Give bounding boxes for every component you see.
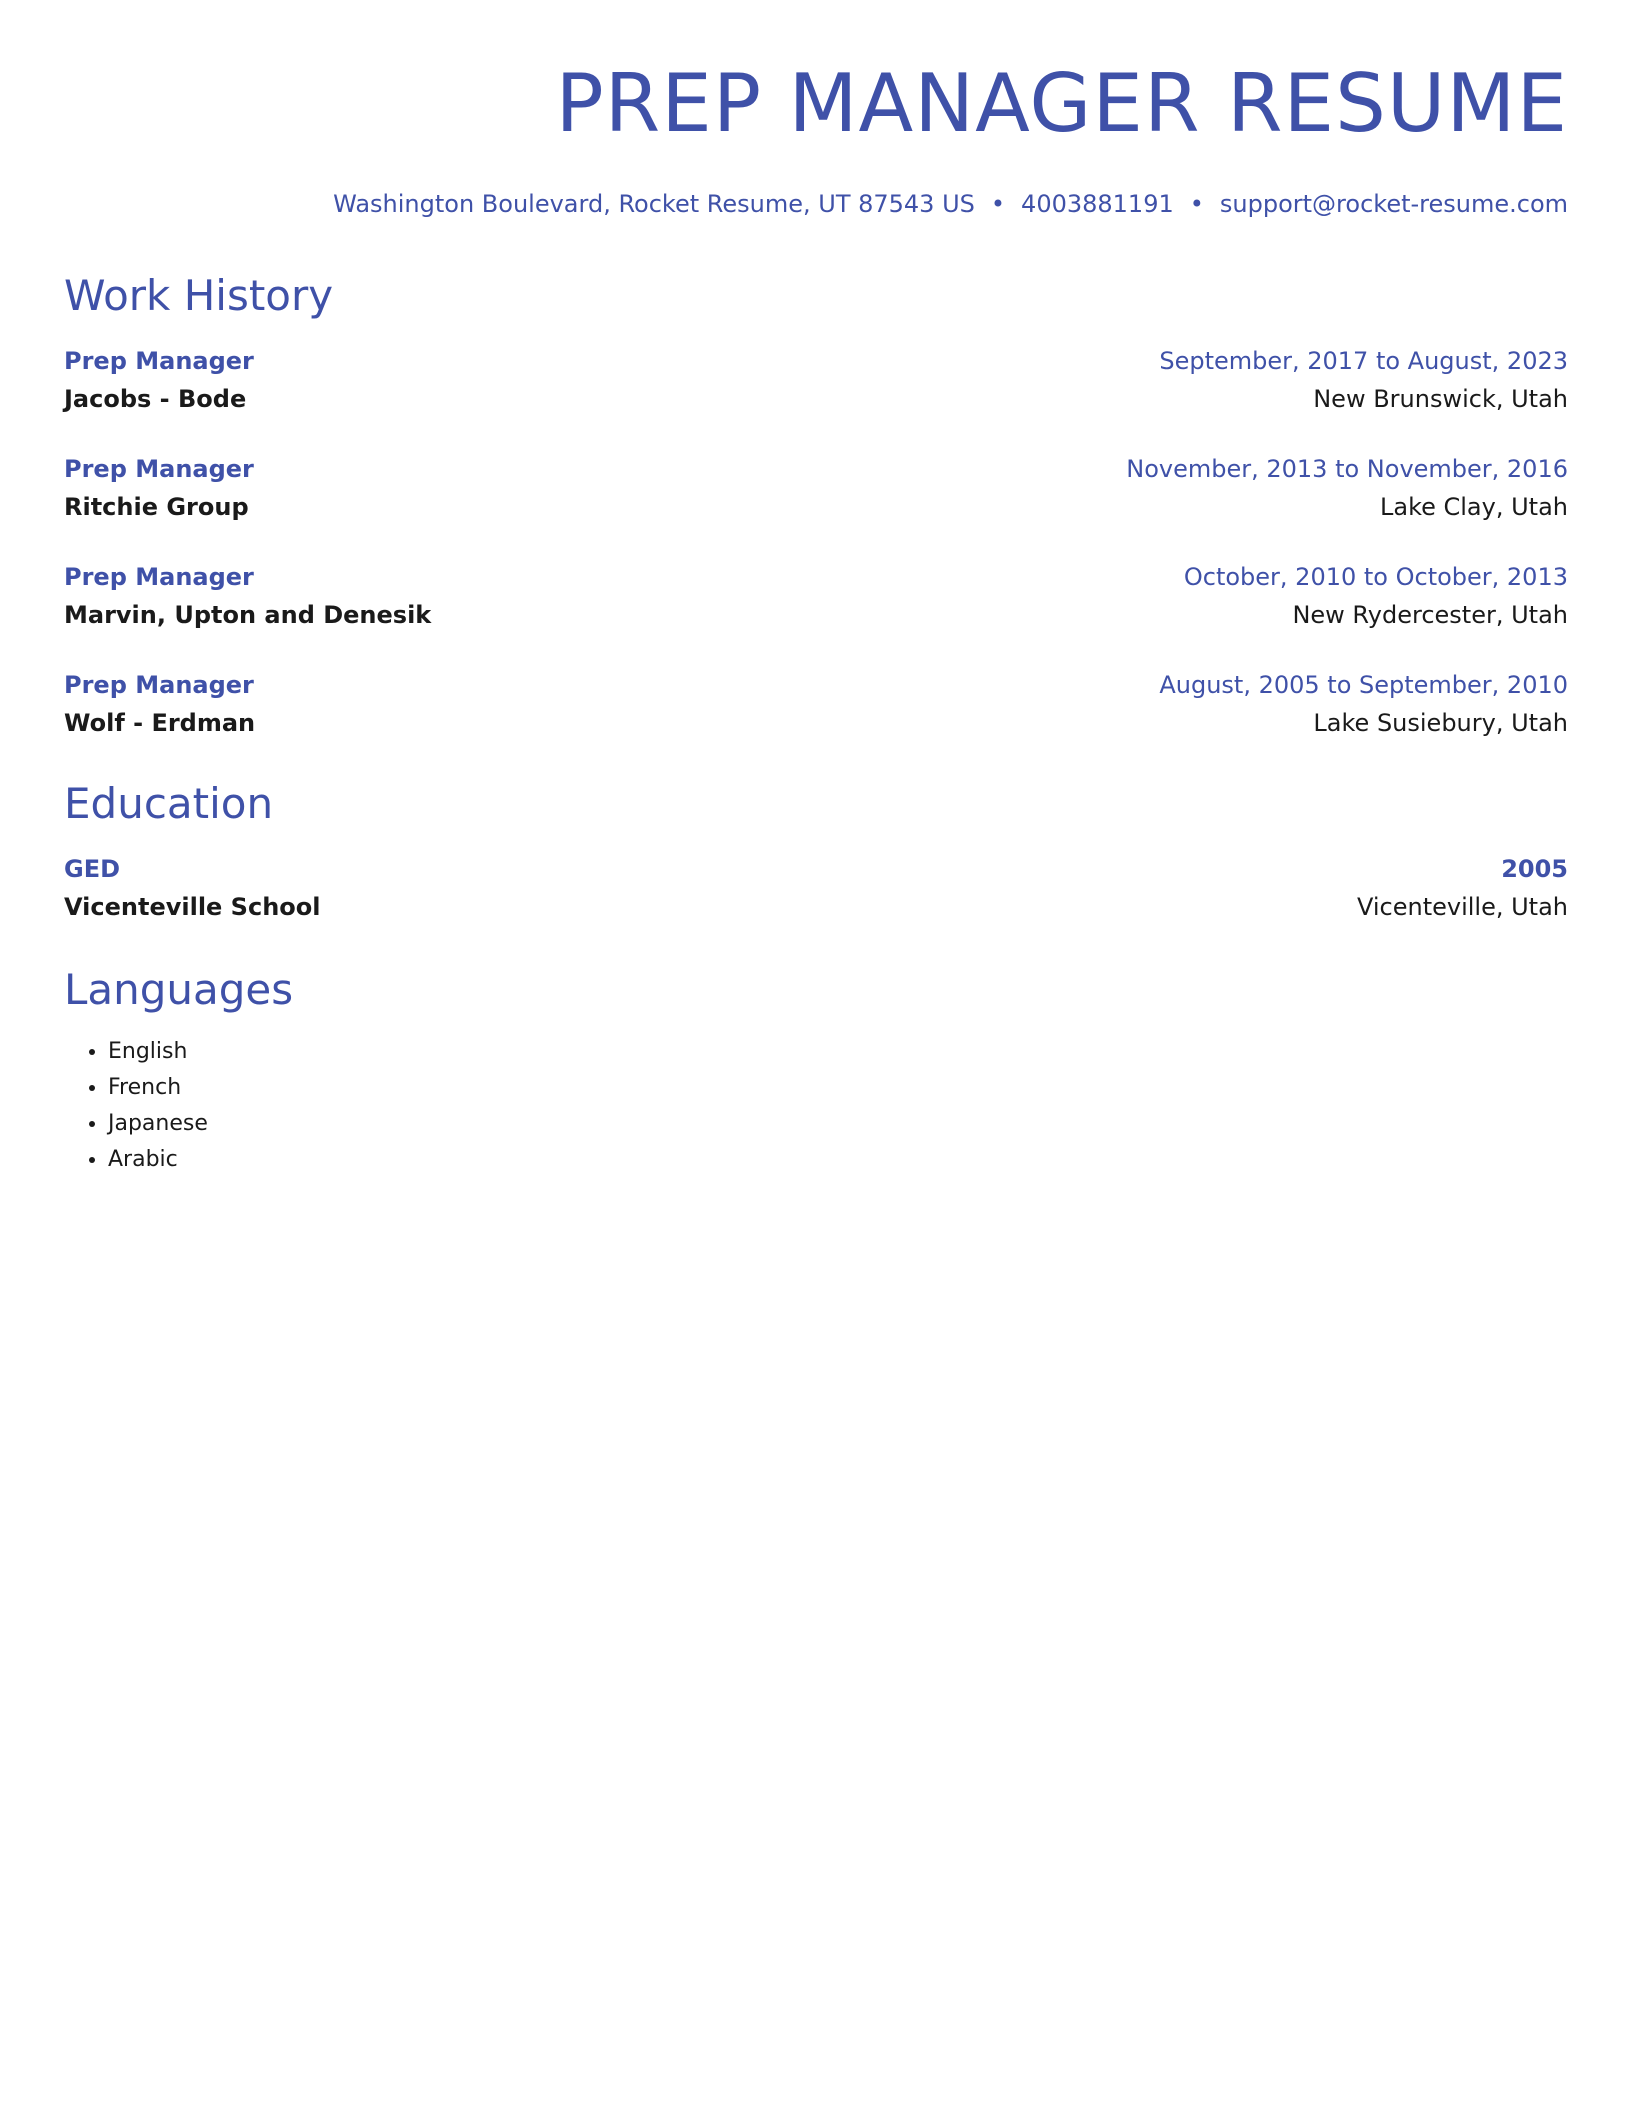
graduation-year: 2005 [1501,855,1568,883]
job-location: Lake Susiebury, Utah [1313,709,1568,737]
list-item: • Japanese [108,1106,1568,1142]
list-item: • French [108,1070,1568,1106]
job-location: New Brunswick, Utah [1313,385,1568,413]
page-title: PREP MANAGER RESUME [555,57,1568,150]
phone-text: 4003881191 [1021,190,1174,218]
separator-dot: • [990,190,1006,218]
work-entry [64,558,1568,634]
resume-header [64,0,1568,220]
languages-list [64,1034,1568,1178]
contact-line [64,188,1568,220]
work-history-heading: Work History [64,271,334,320]
job-title: Prep Manager [64,671,254,699]
languages-heading: Languages [64,965,294,1014]
company-name: Marvin, Upton and Denesik [64,601,432,629]
list-item: • Arabic [108,1142,1568,1178]
company-name: Jacobs - Bode [64,385,247,413]
email-link[interactable]: support@rocket-resume.com [1219,190,1568,218]
separator-dot: • [1189,190,1204,218]
work-entry [64,450,1568,526]
resume-page [64,0,1568,1178]
degree-name: GED [64,855,121,883]
work-entry [64,342,1568,418]
job-dates: November, 2013 to November, 2016 [1126,455,1568,483]
address-text: Washington Boulevard, Rocket Resume, UT 87543 US [333,190,975,218]
job-title: Prep Manager [64,455,254,483]
job-dates: October, 2010 to October, 2013 [1183,563,1568,591]
education-list [64,850,1568,926]
company-name: Wolf - Erdman [64,709,256,737]
job-location: New Rydercester, Utah [1292,601,1568,629]
job-dates: September, 2017 to August, 2023 [1159,347,1568,375]
school-name: Vicenteville School [64,893,321,921]
work-history-list [64,342,1568,742]
education-heading: Education [64,779,274,828]
work-entry [64,666,1568,742]
company-name: Ritchie Group [64,493,249,521]
education-entry [64,850,1568,926]
school-location: Vicenteville, Utah [1356,893,1568,921]
list-item: • English [108,1034,1568,1070]
job-title: Prep Manager [64,563,254,591]
job-location: Lake Clay, Utah [1379,493,1568,521]
job-dates: August, 2005 to September, 2010 [1159,671,1568,699]
job-title: Prep Manager [64,347,254,375]
